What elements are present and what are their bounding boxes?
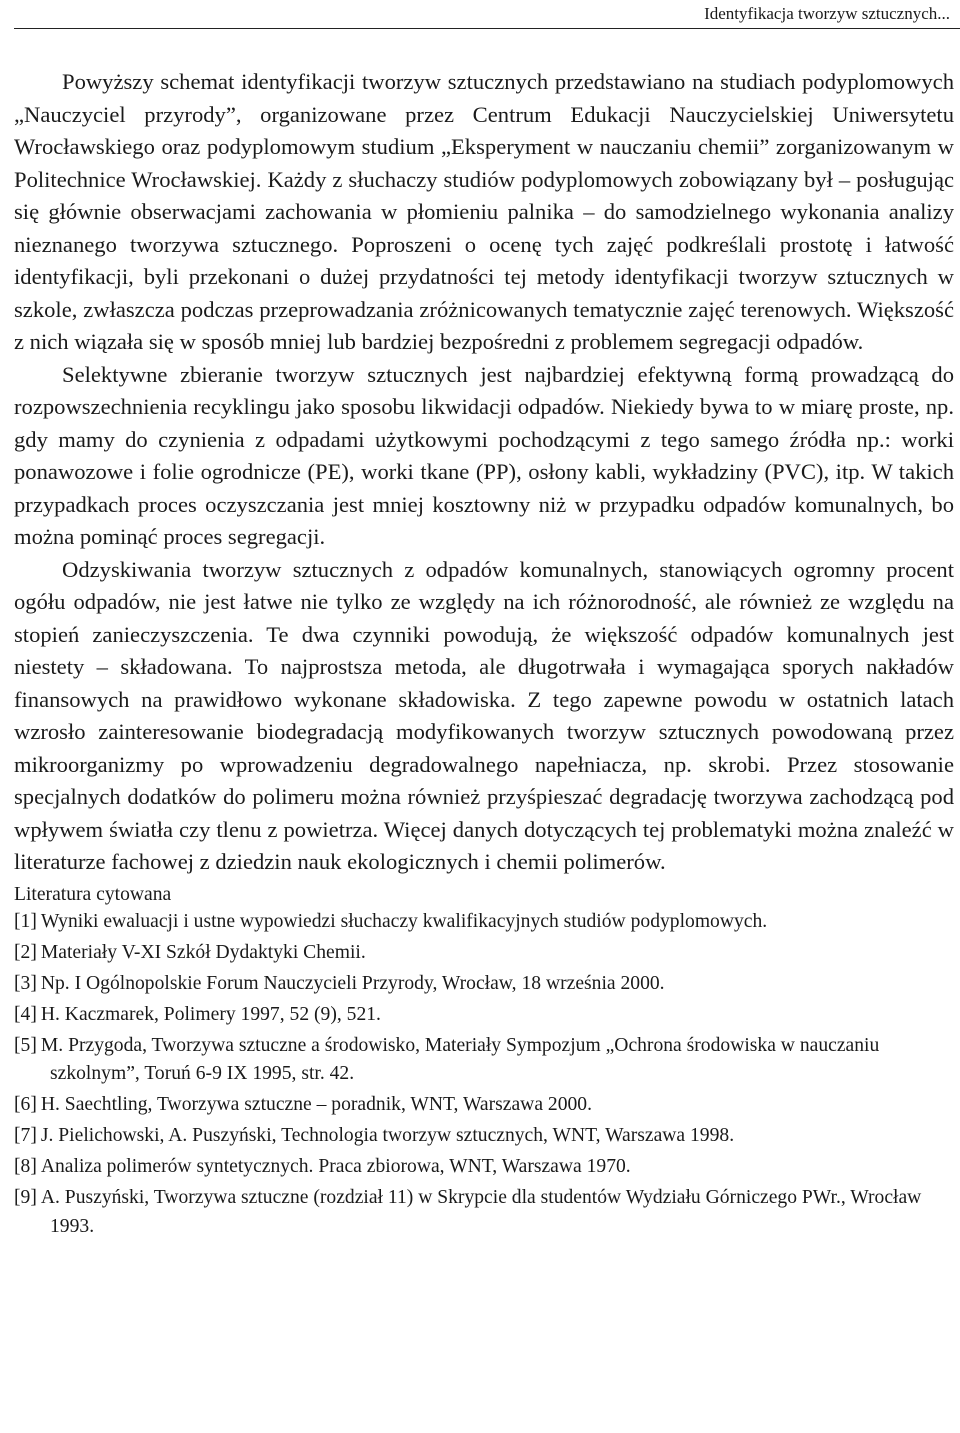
reference-text: Analiza polimerów syntetycznych. Praca zbiorowa, WNT, Warszawa 1970. bbox=[40, 1156, 631, 1177]
reference-number: [6] bbox=[14, 1094, 37, 1115]
reference-number: [1] bbox=[14, 910, 37, 932]
body-paragraph-1: Powyższy schemat identyfikacji tworzyw sztucznych przedstawiano na studiach podyplomowych „Nauczyciel przyrody”, organizowane przez Centrum Edukacji Nauczycielskiej Uniwersytetu Wrocławskiego oraz podyplomowym studium „Eksperyment w nauczaniu chemii” zorganizowanym w Politechnice Wrocławskiej. Każdy z słuchaczy studiów podyplomowych zobowiązany był – posługując się głównie obserwacjami zachowania w płomieniu palnika – do samodzielnego wykonania analizy nieznanego tworzywa sztucznego. Poproszeni o ocenę tych zajęć podkreślali prostotę i łatwość identyfikacji, byli przekonani o dużej przydatności tej metody identyfikacji tworzyw sztucznych w szkole, zwłaszcza podczas przeprowadzania zróżnicowanych tematycznie zajęć terenowych. Większość z nich wiązała się w sposób mniej lub bardziej bezpośredni z problemem segregacji odpadów. bbox=[14, 69, 954, 354]
reference-item bbox=[14, 970, 954, 999]
reference-item bbox=[14, 1001, 954, 1030]
reference-item bbox=[14, 1091, 954, 1120]
reference-number: [8] bbox=[14, 1156, 37, 1177]
reference-text: Materiały V-XI Szkół Dydaktyki Chemii. bbox=[40, 941, 366, 963]
reference-number: [9] bbox=[14, 1187, 37, 1208]
reference-list bbox=[14, 908, 954, 1242]
reference-text: Wyniki ewaluacji i ustne wypowiedzi słuchaczy kwalifikacyjnych studiów podyplomowych. bbox=[40, 910, 768, 932]
reference-item bbox=[14, 1032, 954, 1089]
reference-number: [3] bbox=[14, 972, 37, 994]
reference-item bbox=[14, 1153, 954, 1182]
reference-number: [5] bbox=[14, 1034, 37, 1056]
reference-item bbox=[14, 1184, 954, 1241]
body-paragraph-2: Selektywne zbieranie tworzyw sztucznych jest najbardziej efektywną formą prowadzącą do rozpowszechnienia recyklingu jako sposobu likwidacji odpadów. Niekiedy bywa to w miarę proste, np. gdy mamy do czynienia z odpadami użytkowymi pochodzącymi z tego samego źródła np.: worki ponawozowe i folie ogrodnicze (PE), worki tkane (PP), osłony kabli, wykładziny (PVC), itp. W takich przypadkach proces oczyszczania jest mniej kosztowny niż w przypadku odpadów komunalnych, bo można pominąć proces segregacji. bbox=[14, 361, 954, 549]
reference-number: [4] bbox=[14, 1003, 37, 1025]
reference-text: Np. I Ogólnopolskie Forum Nauczycieli Przyrody, Wrocław, 18 września 2000. bbox=[40, 972, 665, 994]
reference-number: [2] bbox=[14, 941, 37, 963]
reference-number: [7] bbox=[14, 1125, 37, 1146]
header-rule bbox=[14, 28, 960, 29]
reference-text: H. Kaczmarek, Polimery 1997, 52 (9), 521. bbox=[40, 1003, 381, 1025]
article-body bbox=[14, 66, 954, 879]
reference-item bbox=[14, 908, 954, 937]
reference-item bbox=[14, 939, 954, 968]
running-header: Identyfikacja tworzyw sztucznych... bbox=[704, 4, 950, 23]
reference-text: H. Saechtling, Tworzywa sztuczne – poradnik, WNT, Warszawa 2000. bbox=[40, 1094, 592, 1115]
reference-text: M. Przygoda, Tworzywa sztuczne a środowisko, Materiały Sympozjum „Ochrona środowiska w nauczaniu szkolnym”, Toruń 6-9 IX 1995, str. 42. bbox=[40, 1034, 880, 1084]
body-paragraph-3: Odzyskiwania tworzyw sztucznych z odpadów komunalnych, stanowiących ogromny procent ogółu odpadów, nie jest łatwe nie tylko ze względy na ich różnorodność, ale również ze względu na stopień zanieczyszczenia. Te dwa czynniki powodują, że większość odpadów komunalnych jest niestety – składowana. To najprostsza metoda, ale długotrwała i wymagająca sporych nakładów finansowych na prawidłowo wykonane składowiska. Z tego zapewne powodu w ostatnich latach wzrosło zainteresowanie biodegradacją modyfikowanych tworzyw sztucznych powodowaną przez mikroorganizmy po wprowadzeniu degradowalnego napełniacza, np. skrobi. Przez stosowanie specjalnych dodatków do polimeru można również przyśpieszać degradację tworzywa zachodzącą pod wpływem światła czy tlenu z powietrza. Więcej danych dotyczących tej problematyki można znaleźć w literaturze fachowej z dziedzin nauk ekologicznych i chemii polimerów. bbox=[14, 556, 954, 874]
reference-item bbox=[14, 1122, 954, 1151]
reference-text: J. Pielichowski, A. Puszyński, Technologia tworzyw sztucznych, WNT, Warszawa 1998. bbox=[40, 1125, 735, 1146]
reference-text: A. Puszyński, Tworzywa sztuczne (rozdział 11) w Skrypcie dla studentów Wydziału Górniczego PWr., Wrocław 1993. bbox=[40, 1187, 922, 1237]
literature-title: Literatura cytowana bbox=[14, 883, 172, 905]
document-page bbox=[14, 0, 954, 1244]
